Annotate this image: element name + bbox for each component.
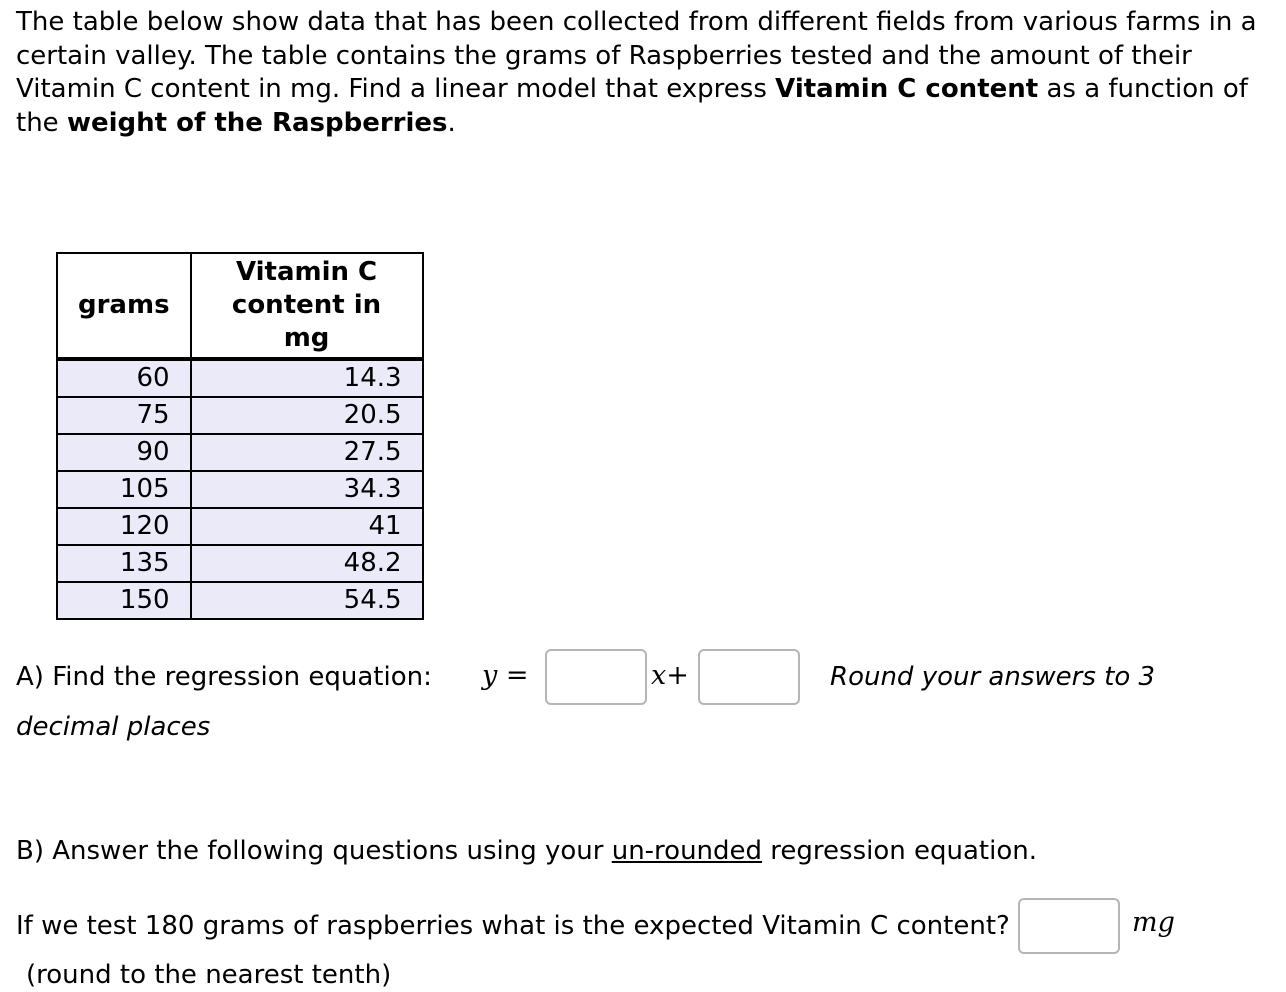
table-row xyxy=(57,471,423,508)
question-180-grams: If we test 180 grams of raspberries what is the expected Vitamin C content? xyxy=(16,911,1010,941)
cell-vitamin-c: 14.3 xyxy=(191,359,423,397)
table-row xyxy=(57,582,423,619)
part-b-text-2: regression equation. xyxy=(762,836,1037,866)
table-row xyxy=(57,508,423,545)
cell-vitamin-c: 41 xyxy=(191,508,423,545)
cell-grams: 75 xyxy=(57,397,191,434)
cell-vitamin-c: 54.5 xyxy=(191,582,423,619)
cell-vitamin-c: 48.2 xyxy=(191,545,423,582)
vitamin-c-answer-input[interactable] xyxy=(1018,898,1120,954)
intro-text-1: The table below show data that has been collected from different fields from various farms in a certain valley. The table contains the grams of Raspberries tested and the amount of their Vitamin C content in mg. Find a linear model that express xyxy=(16,7,1257,104)
intro-text-3: . xyxy=(447,107,456,138)
part-b-instructions xyxy=(16,834,1037,868)
table-row xyxy=(57,545,423,582)
cell-vitamin-c: 27.5 xyxy=(191,434,423,471)
part-b-text-1: B) Answer the following questions using your xyxy=(16,836,612,866)
header-vitamin-c: Vitamin C content in mg xyxy=(191,253,423,359)
part-b-underlined: un-rounded xyxy=(611,836,763,866)
intro-bold-weight: weight of the Raspberries xyxy=(66,107,448,138)
round-note: Round your answers to 3 xyxy=(830,662,1156,692)
cell-vitamin-c: 34.3 xyxy=(191,471,423,508)
slope-input[interactable] xyxy=(545,649,647,705)
cell-grams: 150 xyxy=(57,582,191,619)
intro-text-2: as a function of the xyxy=(16,74,1248,138)
cell-grams: 120 xyxy=(57,508,191,545)
header-grams: grams xyxy=(57,253,191,359)
table-header-row xyxy=(57,253,423,359)
table-row xyxy=(57,434,423,471)
cell-vitamin-c: 20.5 xyxy=(191,397,423,434)
table-row xyxy=(57,359,423,397)
cell-grams: 90 xyxy=(57,434,191,471)
round-tenth-note: (round to the nearest tenth) xyxy=(26,960,392,990)
cell-grams: 135 xyxy=(57,545,191,582)
x-plus-symbol: x+ xyxy=(651,660,689,691)
data-table xyxy=(56,252,424,620)
unit-mg: mg xyxy=(1132,907,1175,938)
round-note-continued: decimal places xyxy=(16,712,211,742)
cell-grams: 105 xyxy=(57,471,191,508)
y-equals-symbol: y = xyxy=(482,660,529,691)
intercept-input[interactable] xyxy=(698,649,800,705)
intro-bold-vitamin-c: Vitamin C content xyxy=(775,74,1039,104)
part-a-label: A) Find the regression equation: xyxy=(16,662,432,692)
problem-statement xyxy=(16,6,1266,140)
table-row xyxy=(57,397,423,434)
cell-grams: 60 xyxy=(57,359,191,397)
